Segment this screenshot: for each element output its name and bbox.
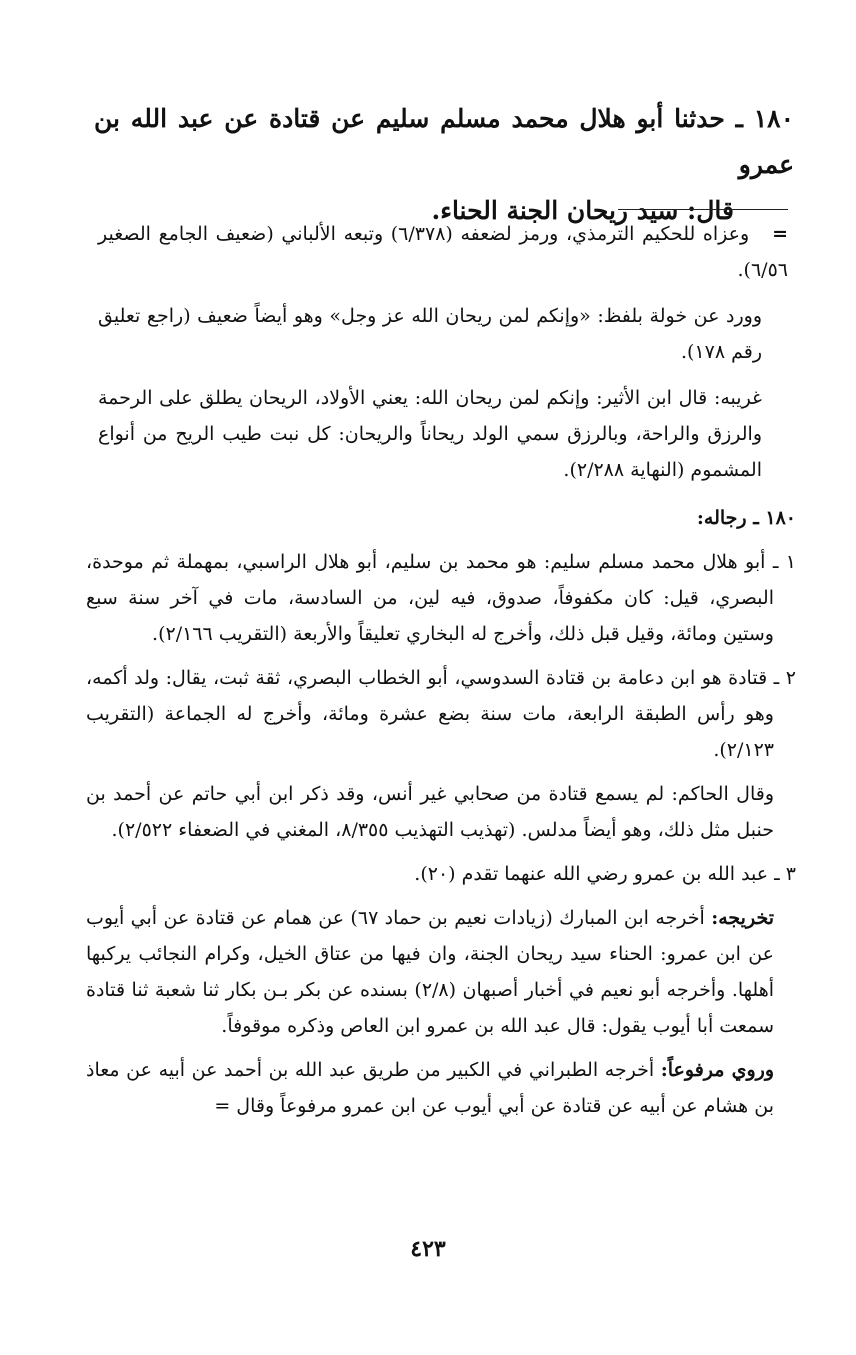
gharib-text: قال ابن الأثير: وإنكم لمن ريحان الله: يعني الأولاد، الريحان يطلق على الرحمة والرزق والراحة، وبالرزق سمي الولد ريحاناً والريحان: كل نبت طيب الريح من أنواع المشموم (النهاية ٢/٢٨٨).: [98, 387, 762, 481]
takhrij-paragraph: [86, 900, 796, 1044]
marfu-text: أخرجه الطبراني في الكبير من طريق عبد الله بن أحمد عن أبيه عن معاذ بن هشام عن أبيه عن قتادة عن أبي أيوب عن ابن عمرو مرفوعاً وقال =: [86, 1059, 774, 1117]
hadith-line-1: ١٨٠ ـ حدثنا أبو هلال محمد مسلم سليم عن قتادة عن عبد الله بن عمرو: [94, 104, 795, 179]
narrator-1: ١ ـ أبو هلال محمد مسلم سليم: هو محمد بن سليم، أبو هلال الراسبي، بمهملة ثم موحدة، البصري، قيل: كان مكفوفاً، صدوق، فيه لين، من السادسة، مات في آخر سنة سبع وستين ومائة، وقيل قبل ذلك، وأخرج له البخاري تعليقاً والأربعة (التقريب ٢/١٦٦).: [86, 551, 796, 645]
marfu-paragraph: [86, 1052, 796, 1124]
footnote-paragraph-3: [98, 380, 788, 488]
footnote-paragraph-2: وورد عن خولة بلفظ: «وإنكم لمن ريحان الله عز وجل» وهو أيضاً ضعيف (راجع تعليق رقم ١٧٨).: [98, 305, 762, 363]
marfu-label: وروي مرفوعاً:: [660, 1059, 774, 1081]
page-number: ٤٢٣: [410, 1236, 446, 1262]
narrator-3: ٣ ـ عبد الله بن عمرو رضي الله عنهما تقدم (٢٠).: [414, 863, 796, 885]
footnote-text-1: وعزاه للحكيم الترمذي، ورمز لضعفه (٦/٣٧٨) وتبعه الألباني (ضعيف الجامع الصغير ٦/٥٦).: [98, 223, 788, 281]
rijal-heading: ١٨٠ ـ رجاله:: [696, 507, 796, 529]
footnote-paragraph-1: [98, 216, 788, 288]
gharib-label: غريبه:: [713, 387, 762, 409]
narrator-2: ٢ ـ قتادة هو ابن دعامة بن قتادة السدوسي، أبو الخطاب البصري، ثقة ثبت، يقال: ولد أكمه، وهو رأس الطبقة الرابعة، مات سنة بضع عشرة ومائة، وأخرج له الجماعة (التقريب ٢/١٢٣).: [86, 667, 796, 761]
takhrij-text: أخرجه ابن المبارك (زيادات نعيم بن حماد ٦٧) عن همام عن قتادة عن أبي أيوب عن ابن عمرو: الحناء سيد ريحان الجنة، وان فيها من عتاق الخيل، وكرام النجائب يركبها أهلها. وأخرجه أبو نعيم في أخبار أصبهان (٢/٨) بسنده عن بكر بـن بكار ثنا شعبة ثنا قتادة سمعت أبا أيوب يقول: قال عبد الله بن عمرو ابن العاص وذكره موقوفاً.: [86, 907, 774, 1037]
narrator-2-note: وقال الحاكم: لم يسمع قتادة من صحابي غير أنس، وقد ذكر ابن أبي حاتم عن أحمد بن حنبل مثل ذلك، وهو أيضاً مدلس. (تهذيب التهذيب ٨/٣٥٥، المغني في الضعفاء ٢/٥٢٢).: [86, 783, 774, 841]
continuation-marker: =: [772, 223, 788, 245]
takhrij-label: تخريجه:: [711, 907, 774, 929]
footnotes: [98, 216, 788, 498]
hadith-text: [94, 96, 794, 234]
commentary: [86, 500, 796, 1132]
hadith-line-2: قال: سيد ريحان الجنة الحناء.: [431, 196, 734, 225]
footnote-separator: [618, 209, 788, 210]
